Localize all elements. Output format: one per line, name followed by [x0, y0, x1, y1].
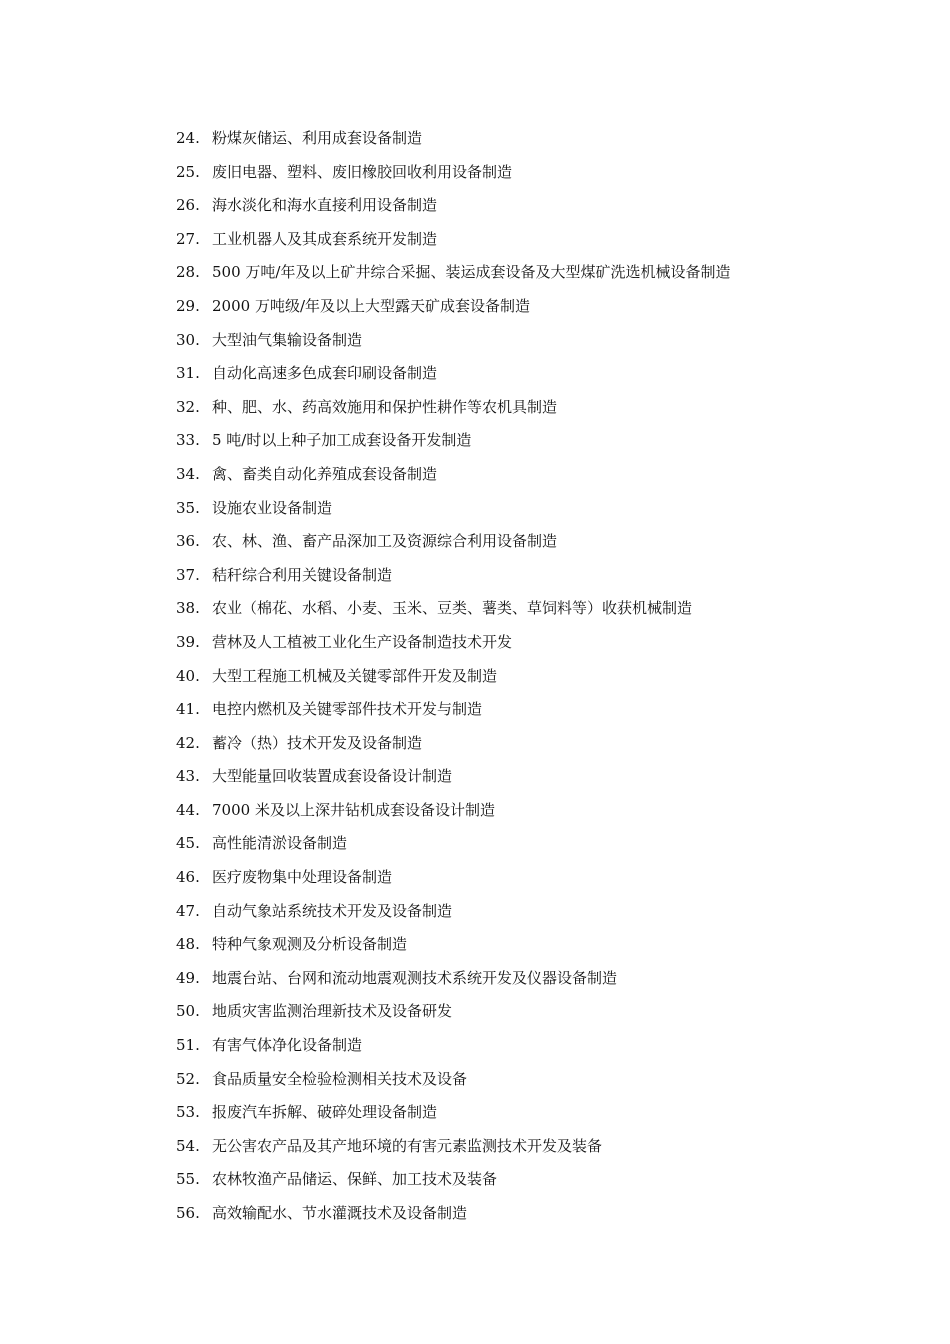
item-number: 49.	[176, 968, 200, 987]
list-item	[176, 260, 896, 294]
list-item	[176, 1134, 896, 1168]
item-number: 39.	[176, 632, 200, 651]
list-item	[176, 529, 896, 563]
item-number: 26.	[176, 196, 200, 215]
item-text: 大型工程施工机械及关键零部件开发及制造	[212, 666, 498, 685]
item-number: 31.	[176, 364, 200, 383]
item-number: 37.	[176, 565, 200, 584]
item-text: 农、林、渔、畜产品深加工及资源综合利用设备制造	[212, 532, 558, 551]
item-number: 33.	[176, 431, 200, 450]
item-number: 44.	[176, 800, 200, 819]
list-item	[176, 361, 896, 395]
list-item	[176, 764, 896, 798]
item-text: 地质灾害监测治理新技术及设备研发	[212, 1002, 453, 1021]
item-text: 5 吨/时以上种子加工成套设备开发制造	[212, 431, 472, 450]
list-item	[176, 563, 896, 597]
item-number: 27.	[176, 229, 200, 248]
list-item	[176, 1067, 896, 1101]
list-item	[176, 596, 896, 630]
item-text: 自动化高速多色成套印刷设备制造	[212, 364, 438, 383]
list-item	[176, 294, 896, 328]
list-item	[176, 899, 896, 933]
list-item	[176, 462, 896, 496]
list-item	[176, 1167, 896, 1201]
list-item	[176, 999, 896, 1033]
item-number: 46.	[176, 868, 200, 887]
item-text: 大型油气集输设备制造	[212, 330, 363, 349]
list-item	[176, 328, 896, 362]
item-number: 40.	[176, 666, 200, 685]
item-number: 25.	[176, 162, 200, 181]
item-number: 53.	[176, 1103, 200, 1122]
numbered-item-list	[176, 126, 896, 1235]
item-number: 35.	[176, 498, 200, 517]
item-text: 废旧电器、塑料、废旧橡胶回收利用设备制造	[212, 162, 513, 181]
list-item	[176, 428, 896, 462]
item-text: 特种气象观测及分析设备制造	[212, 935, 408, 954]
item-text: 电控内燃机及关键零部件技术开发与制造	[212, 700, 483, 719]
list-item	[176, 193, 896, 227]
item-text: 报废汽车拆解、破碎处理设备制造	[212, 1103, 438, 1122]
item-number: 43.	[176, 767, 200, 786]
item-number: 38.	[176, 599, 200, 618]
list-item	[176, 1201, 896, 1235]
list-item	[176, 664, 896, 698]
item-number: 51.	[176, 1036, 200, 1055]
item-text: 7000 米及以上深井钻机成套设备设计制造	[212, 800, 495, 819]
item-text: 自动气象站系统技术开发及设备制造	[212, 901, 453, 920]
item-text: 秸秆综合利用关键设备制造	[212, 565, 393, 584]
item-number: 48.	[176, 935, 200, 954]
item-text: 医疗废物集中处理设备制造	[212, 868, 393, 887]
item-number: 41.	[176, 700, 200, 719]
item-text: 地震台站、台网和流动地震观测技术系统开发及仪器设备制造	[212, 968, 618, 987]
list-item	[176, 798, 896, 832]
item-number: 54.	[176, 1136, 200, 1155]
list-item	[176, 630, 896, 664]
item-number: 55.	[176, 1170, 200, 1189]
item-text: 工业机器人及其成套系统开发制造	[212, 229, 438, 248]
item-text: 大型能量回收装置成套设备设计制造	[212, 767, 453, 786]
item-text: 设施农业设备制造	[212, 498, 333, 517]
item-number: 42.	[176, 733, 200, 752]
item-number: 50.	[176, 1002, 200, 1021]
item-text: 营林及人工植被工业化生产设备制造技术开发	[212, 632, 513, 651]
list-item	[176, 831, 896, 865]
item-number: 30.	[176, 330, 200, 349]
list-item	[176, 966, 896, 1000]
item-text: 禽、畜类自动化养殖成套设备制造	[212, 464, 438, 483]
list-item	[176, 395, 896, 429]
item-number: 24.	[176, 129, 200, 147]
item-number: 45.	[176, 834, 200, 853]
item-text: 蓄冷（热）技术开发及设备制造	[212, 733, 423, 752]
item-text: 农林牧渔产品储运、保鲜、加工技术及装备	[212, 1170, 498, 1189]
item-text: 500 万吨/年及以上矿井综合采掘、装运成套设备及大型煤矿洗选机械设备制造	[212, 263, 731, 282]
item-text: 食品质量安全检验检测相关技术及设备	[212, 1069, 468, 1088]
item-text: 高性能清淤设备制造	[212, 834, 348, 853]
item-number: 47.	[176, 901, 200, 920]
list-item	[176, 932, 896, 966]
list-item	[176, 126, 896, 160]
list-item	[176, 697, 896, 731]
list-item	[176, 1100, 896, 1134]
list-item	[176, 496, 896, 530]
list-item	[176, 160, 896, 194]
item-text: 粉煤灰储运、利用成套设备制造	[212, 129, 423, 147]
item-number: 29.	[176, 296, 200, 315]
list-item	[176, 731, 896, 765]
item-number: 32.	[176, 397, 200, 416]
item-text: 种、肥、水、药高效施用和保护性耕作等农机具制造	[212, 397, 558, 416]
item-text: 海水淡化和海水直接利用设备制造	[212, 196, 438, 215]
item-number: 52.	[176, 1069, 200, 1088]
list-item	[176, 865, 896, 899]
item-number: 36.	[176, 532, 200, 551]
item-text: 2000 万吨级/年及以上大型露天矿成套设备制造	[212, 296, 530, 315]
item-text: 高效输配水、节水灌溉技术及设备制造	[212, 1204, 468, 1222]
item-number: 34.	[176, 464, 200, 483]
list-item	[176, 1033, 896, 1067]
item-text: 无公害农产品及其产地环境的有害元素监测技术开发及装备	[212, 1136, 603, 1155]
item-text: 有害气体净化设备制造	[212, 1036, 363, 1055]
item-text: 农业（棉花、水稻、小麦、玉米、豆类、薯类、草饲料等）收获机械制造	[212, 599, 693, 618]
item-number: 56.	[176, 1204, 200, 1222]
item-number: 28.	[176, 263, 200, 282]
list-item	[176, 227, 896, 261]
